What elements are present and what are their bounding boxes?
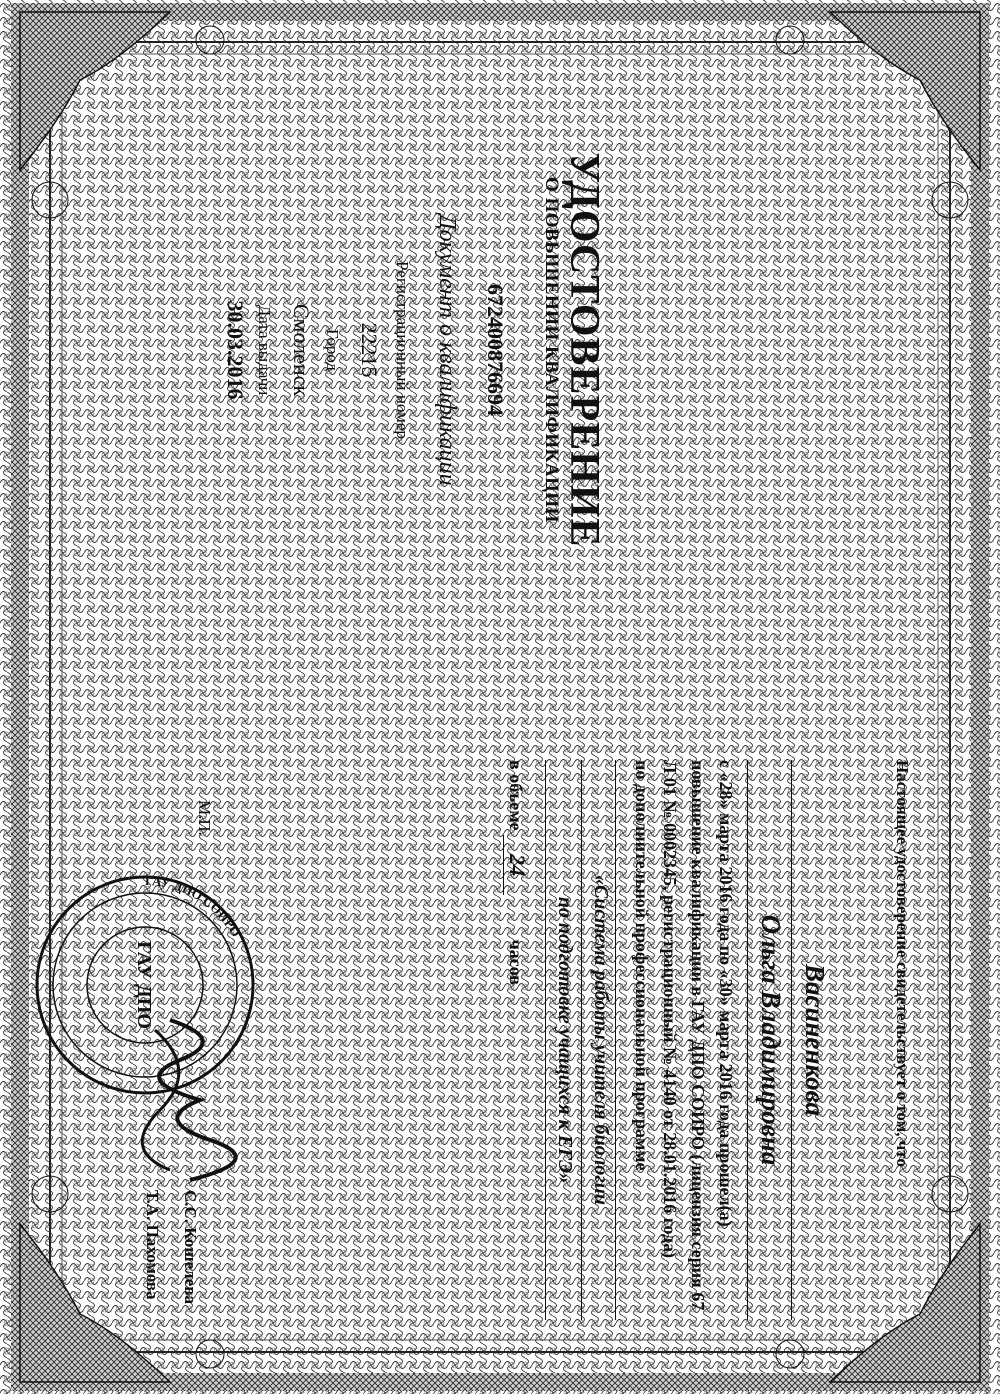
issue-date: 30.03.2016 xyxy=(223,300,248,400)
recipient-surname: Васиненкова xyxy=(800,963,830,1116)
certificate-title: УДОСТОВЕРЕНИЕ xyxy=(561,152,607,548)
course-line-2: повышение квалификации в ГАУ ДПО СОИРО (лицензия серия 67 xyxy=(688,760,708,1311)
registration-label: Регистрационный номер xyxy=(393,261,412,439)
date-label: Дата выдачи xyxy=(255,304,274,396)
course-details xyxy=(628,760,740,1320)
signatory-2: Т.А. Пахомова xyxy=(143,1190,162,1300)
program-title-1: «Система работы учителя биологии xyxy=(590,874,612,1206)
program-title-2: по подготовке учащихся к ЕГЭ» xyxy=(554,896,576,1184)
program-rule-top xyxy=(615,760,616,1320)
seal-center-text: ГАУ ДПО xyxy=(133,941,155,1029)
course-line-1: с «28» марта 2016 года по «30» марта 2016 года прошел(а) xyxy=(716,760,736,1227)
hours-suffix: часов xyxy=(506,939,526,985)
certificate-number: 672400876694 xyxy=(483,284,508,416)
program-rule-bottom xyxy=(545,760,546,1320)
city-label: Город xyxy=(323,329,342,371)
program-rule-mid xyxy=(581,760,582,1320)
certificate-subtitle: О ПОВЫШЕНИИ КВАЛИФИКАЦИИ xyxy=(541,177,562,523)
course-line-4: по дополнительной профессиональной программе xyxy=(632,760,652,1171)
registration-number: 22215 xyxy=(357,322,382,378)
recipient-name: Ольга Владимировна xyxy=(756,914,786,1166)
seal-ring-text: ГАУ ДПО СОИРО xyxy=(144,872,244,940)
hours-value: 24 xyxy=(503,835,530,895)
name-rule xyxy=(747,760,748,1320)
surname-rule xyxy=(791,760,792,1320)
signature-scribble xyxy=(130,1010,240,1190)
hours-line xyxy=(503,760,530,1320)
hours-prefix: в объеме xyxy=(506,760,526,831)
intro-text: Настоящее удостоверение свидетельствует о том, что xyxy=(893,760,912,1167)
stamp-placeholder-label: М.П. xyxy=(195,800,214,836)
course-line-3: Л 01 № 0002345, регистрационный № 4140 от 28.01.2016 года) xyxy=(660,760,680,1259)
city: Смоленск xyxy=(289,303,314,397)
signatory-1: С.С. Кошелева xyxy=(181,1190,200,1304)
document-type: Документ о квалификации xyxy=(434,214,460,486)
